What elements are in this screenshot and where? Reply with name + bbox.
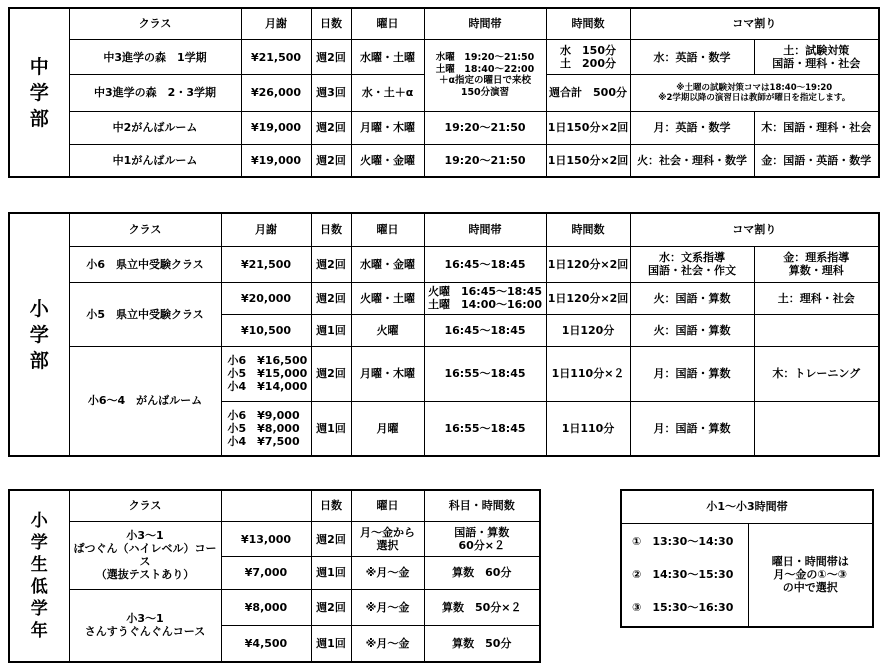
koma-2: 土：試験対策 国語・理科・社会 [754,39,879,74]
dow: ※月～金 [351,626,424,662]
koma-1: 火：国語・算数 [630,314,754,346]
fee: 小6 ¥16,500 小5 ¥15,000 小4 ¥14,000 [221,346,311,401]
fee: ¥8,000 [221,589,311,625]
fee: ¥26,000 [241,75,311,111]
header-days: 日数 [311,213,351,246]
hours: 1日150分×2回 [546,111,630,144]
days: 週2回 [311,39,351,74]
fee: ¥20,000 [221,282,311,314]
subject: 国語・算数 60分×２ [424,521,540,556]
lower-grade-table [8,489,541,663]
class-name: 小6～4 がんばルーム [69,346,221,456]
middle-school-table [8,7,880,178]
koma-2: 木：国語・理科・社会 [754,111,879,144]
hours: 1日120分×2回 [546,246,630,282]
days: 週2回 [311,246,351,282]
dow: 火曜・土曜 [351,282,424,314]
koma-1: 月：国語・算数 [630,401,754,456]
hours: 1日150分×2回 [546,145,630,177]
header-fee: 月謝 [241,8,311,39]
days: 週1回 [311,314,351,346]
dow: 月～金から 選択 [351,521,424,556]
class-name: 小3～1 ぱつぐん（ハイレベル）コース （選抜テストあり） [69,521,221,589]
koma-2 [754,401,879,456]
days: 週1回 [311,557,351,589]
koma-2 [754,314,879,346]
koma-note: ※土曜の試験対策コマは18:40～19:20 ※2学期以降の演習日は教師が曜日を指定します。 [630,75,879,111]
dow: 月曜・木曜 [351,346,424,401]
header-class: クラス [69,490,221,521]
hours: 1日120分 [546,314,630,346]
fee: ¥7,000 [221,557,311,589]
class-name: 小6 県立中受験クラス [69,246,221,282]
days: 週2回 [311,145,351,177]
days: 週2回 [311,589,351,625]
hours: 1日110分 [546,401,630,456]
koma-1: 火：国語・算数 [630,282,754,314]
class-name: 中1がんばルーム [69,145,241,177]
times-note: 曜日・時間帯は 月～金の①～③ の中で選択 [748,523,873,627]
fee: ¥4,500 [221,626,311,662]
days: 週2回 [311,346,351,401]
header-hours: 時間数 [546,213,630,246]
time-slot: 16:55～18:45 [424,346,546,401]
time-slot-2: ② 14:30～15:30 [632,568,734,582]
times-title: 小1～小3時間帯 [621,490,873,523]
fee: ¥19,000 [241,145,311,177]
lower-grade-times-table [620,489,874,628]
header-subject: 科目・時間数 [424,490,540,521]
fee: ¥10,500 [221,314,311,346]
koma-1: 月：国語・算数 [630,346,754,401]
subject: 算数 60分 [424,557,540,589]
header-dow: 曜日 [351,213,424,246]
time-slot: 火曜 16:45～18:45 土曜 14:00～16:00 [424,282,546,314]
time-slot: 16:45～18:45 [424,246,546,282]
days: 週2回 [311,111,351,144]
fee: ¥19,000 [241,111,311,144]
hours: 1日110分×２ [546,346,630,401]
header-fee: 月謝 [221,213,311,246]
times-slots [621,523,748,627]
fee: ¥13,000 [221,521,311,556]
koma-2: 土：理科・社会 [754,282,879,314]
class-name: 中3進学の森 2・3学期 [69,75,241,111]
header-class: クラス [69,8,241,39]
header-koma: コマ割り [630,213,879,246]
fee: ¥21,500 [221,246,311,282]
koma-2: 金：理系指導 算数・理科 [754,246,879,282]
subject: 算数 50分 [424,626,540,662]
fee: 小6 ¥9,000 小5 ¥8,000 小4 ¥7,500 [221,401,311,456]
dow: 月曜 [351,401,424,456]
dow: 水曜・土曜 [351,39,424,74]
koma-2: 金：国語・英語・数学 [754,145,879,177]
header-time: 時間帯 [424,213,546,246]
elementary-section-label: 小 学 部 [9,213,69,456]
time-slot-3: ③ 15:30～16:30 [632,601,734,615]
header-days: 日数 [311,8,351,39]
time-slot-1: ① 13:30～14:30 [632,535,734,549]
fee: ¥21,500 [241,39,311,74]
days: 週1回 [311,626,351,662]
dow: 月曜・木曜 [351,111,424,144]
days: 週2回 [311,282,351,314]
dow: 水曜・金曜 [351,246,424,282]
days: 週1回 [311,401,351,456]
middle-section-label: 中 学 部 [9,8,69,177]
time-slot: 水曜 19:20～21:50 土曜 18:40～22:00 ＋α指定の曜日で来校 150分演習 [424,39,546,111]
lower-section-label: 小 学 生 低 学 年 [9,490,69,662]
header-days: 日数 [311,490,351,521]
dow: ※月～金 [351,589,424,625]
time-slot: 19:20～21:50 [424,111,546,144]
hours: 1日120分×2回 [546,282,630,314]
header-dow: 曜日 [351,8,424,39]
koma-1: 水：英語・数学 [630,39,754,74]
time-slot: 19:20～21:50 [424,145,546,177]
koma-1: 月：英語・数学 [630,111,754,144]
hours: 水 150分 土 200分 [546,39,630,74]
koma-2: 木：トレーニング [754,346,879,401]
hours: 週合計 500分 [546,75,630,111]
dow: 水・土＋α [351,75,424,111]
elementary-school-table [8,212,880,457]
header-dow: 曜日 [351,490,424,521]
class-name: 小5 県立中受験クラス [69,282,221,346]
class-name: 中3進学の森 1学期 [69,39,241,74]
header-fee [221,490,311,521]
class-name: 中2がんばルーム [69,111,241,144]
header-hours: 時間数 [546,8,630,39]
subject: 算数 50分×２ [424,589,540,625]
days: 週2回 [311,521,351,556]
header-koma: コマ割り [630,8,879,39]
koma-1: 水：文系指導 国語・社会・作文 [630,246,754,282]
days: 週3回 [311,75,351,111]
header-class: クラス [69,213,221,246]
header-time: 時間帯 [424,8,546,39]
time-slot: 16:45～18:45 [424,314,546,346]
class-name: 小3～1 さんすうぐんぐんコース [69,589,221,662]
time-slot: 16:55～18:45 [424,401,546,456]
dow: ※月～金 [351,557,424,589]
dow: 火曜・金曜 [351,145,424,177]
koma-1: 火：社会・理科・数学 [630,145,754,177]
dow: 火曜 [351,314,424,346]
